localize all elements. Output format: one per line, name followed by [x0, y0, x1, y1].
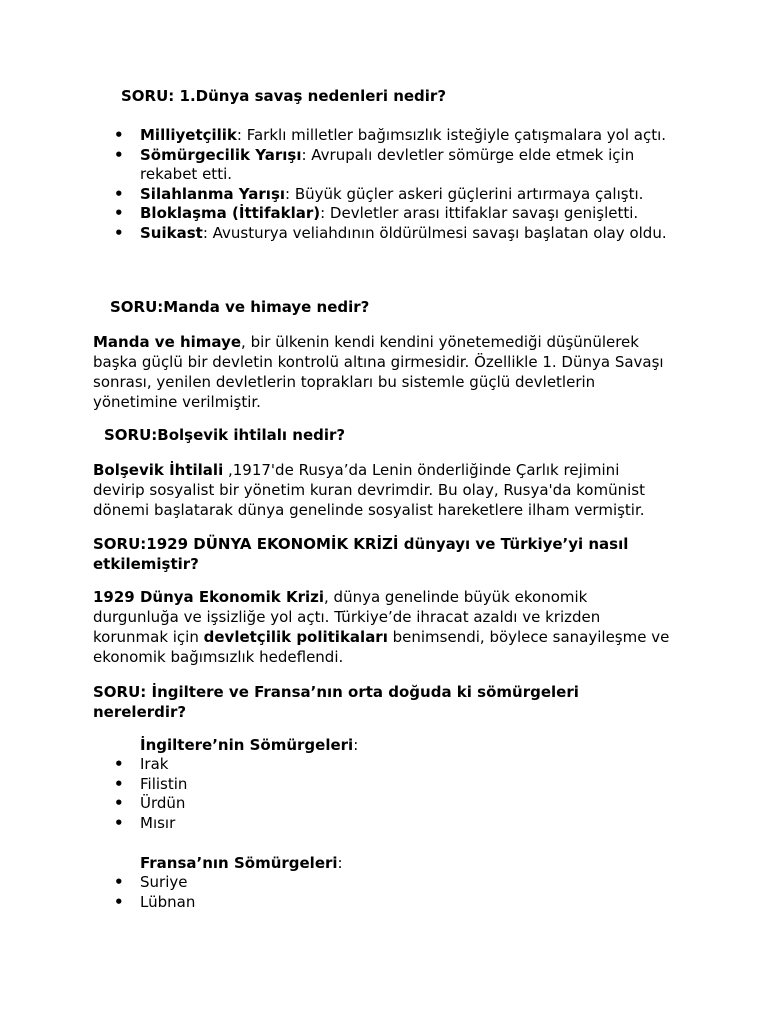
list-item — [114, 204, 674, 224]
question-1-title: SORU: 1.Dünya savaş nedenleri nedir? — [121, 87, 447, 105]
question-5-title: SORU: İngiltere ve Fransa’nın orta doğuda ki sömürgeleri nerelerdir? — [93, 683, 579, 721]
question-3-answer — [93, 460, 673, 520]
question-4-title: SORU:1929 DÜNYA EKONOMİK KRİZİ dünyayı ve Türkiye’yi nasıl etkilemiştir? — [93, 535, 629, 573]
list-item: • Irak — [114, 755, 674, 775]
question-2-answer — [93, 332, 673, 412]
list-item-text: : Farklı milletler bağımsızlık isteğiyle çatışmalara yol açtı. — [236, 126, 667, 144]
list-item: • Ürdün — [114, 794, 674, 814]
list-item — [114, 126, 674, 146]
answer-term: Manda ve himaye — [93, 333, 242, 351]
question-4-answer — [93, 587, 673, 667]
list-item-term: Sömürgecilik Yarışı — [140, 145, 302, 164]
list-item-text: : Devletler arası ittifaklar savaşı genişletti. — [320, 204, 639, 223]
list-item — [114, 146, 674, 185]
list-item: • Filistin — [114, 775, 674, 795]
france-heading — [140, 853, 343, 873]
england-heading-label: İngiltere’nin Sömürgeleri — [140, 736, 354, 754]
list-item-term: Suikast — [140, 223, 203, 242]
answer-text: , bir ülkenin kendi kendini yönetemediği düşünülerek başka güçlü bir devletin kontrolü altına girmesidir. Özellikle 1. Dünya Savaşı sonrası, yenilen devletlerin toprakları bu sistemle güçlü devletlerin yönetimine verilmiştir. — [93, 333, 664, 411]
list-item-text: : Avrupalı devletler sömürge elde etmek için rekabet etti. — [140, 145, 635, 184]
answer-text-2: benimsendi, böylece sanayileşme ve ekonomik bağımsızlık hedeflendi. — [93, 628, 670, 666]
answer-text: , dünya genelinde büyük ekonomik durgunluğa ve işsizliğe yol açtı. Türkiye’de ihracat azaldı ve krizden korunmak için — [93, 588, 601, 646]
list-item-text: : Büyük güçler askeri güçlerini artırmaya çalıştı. — [285, 184, 644, 203]
question-1-list — [114, 126, 674, 244]
list-item-text: : Avusturya veliahdının öldürülmesi savaşı başlatan olay oldu. — [202, 223, 667, 242]
list-item: • Mısır — [114, 814, 674, 834]
list-item — [114, 224, 674, 244]
answer-term-2: devletçilik politikaları — [203, 628, 388, 646]
question-2-title: SORU:Manda ve himaye nedir? — [110, 298, 370, 316]
answer-term: Bolşevik İhtilali — [93, 461, 224, 479]
answer-term: 1929 Dünya Ekonomik Krizi — [93, 588, 325, 606]
list-item: • Suriye — [114, 873, 674, 893]
england-heading-colon: : — [353, 736, 359, 754]
question-3-title: SORU:Bolşevik ihtilalı nedir? — [104, 426, 346, 444]
list-item — [114, 185, 674, 205]
france-heading-label: Fransa’nın Sömürgeleri — [140, 854, 338, 872]
france-heading-colon: : — [337, 854, 343, 872]
list-item: • Lübnan — [114, 893, 674, 913]
england-heading — [140, 735, 358, 755]
answer-text: ,1917'de Rusya’da Lenin önderliğinde Çarlık rejimini devirip sosyalist bir yönetim kuran devrimdir. Bu olay, Rusya'da komünist dönemi başlatarak dünya genelinde sosyalist hareketlere ilham vermiştir. — [93, 461, 645, 519]
england-colonies-list — [114, 755, 674, 833]
list-item-term: Milliyetçilik — [140, 126, 237, 144]
france-colonies-list — [114, 873, 674, 912]
list-item-term: Bloklaşma (İttifaklar) — [140, 204, 321, 223]
list-item-term: Silahlanma Yarışı — [140, 184, 286, 203]
